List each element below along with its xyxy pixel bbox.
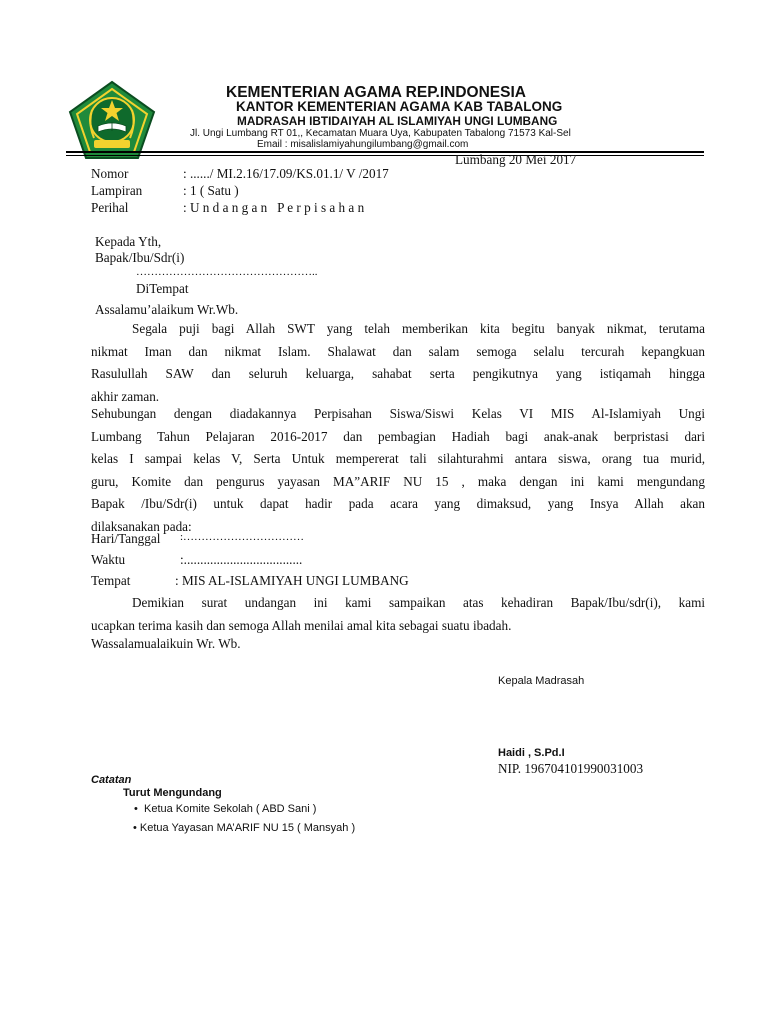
signature-nip: NIP. 196704101990031003	[498, 761, 644, 776]
notes-heading: Catatan	[91, 774, 132, 786]
paragraph-line: akhir zaman.	[91, 388, 160, 404]
paragraph-line: Rasulullah SAW dan seluruh keluarga, sahabat serta pengikutnya yang istiqamah hingga	[91, 366, 705, 381]
paragraph-line: dilaksanakan pada:	[91, 518, 192, 534]
paragraph-invitation	[91, 403, 705, 538]
greeting: Assalamu’alaikum Wr.Wb.	[95, 302, 239, 317]
paragraph-line: Lumbang Tahun Pelajaran 2016-2017 dan pembagian Hadiah bagi anak-anak berpristasi dari	[91, 428, 705, 444]
paragraph-line: Segala puji bagi Allah SWT yang telah memberikan kita begitu banyak nikmat, terutama	[132, 321, 705, 336]
letterhead-divider-thin	[66, 155, 704, 156]
event-value-date: :……………………………	[180, 531, 305, 543]
signature-title: Kepala Madrasah	[498, 675, 585, 687]
paragraph-line: nikmat Iman dan nikmat Islam. Shalawat dan salam semoga selalu tercurah kepangkuan	[91, 343, 705, 359]
recipient-line1: Kepada Yth,	[95, 234, 162, 249]
meta-label-lampiran: Lampiran	[91, 183, 143, 198]
event-value-time: :....................................	[180, 552, 303, 567]
meta-label-perihal: Perihal	[91, 200, 129, 215]
meta-value-perihal: : U n d a n g a n P e r p i s a h a n	[183, 200, 365, 215]
meta-value-lampiran: : 1 ( Satu )	[183, 183, 239, 198]
list-item	[133, 822, 355, 834]
meta-label-nomor: Nomor	[91, 166, 129, 181]
event-label-place: Tempat	[91, 573, 131, 588]
paragraph-closing	[91, 592, 705, 637]
school-email: Email : misalislamiyahungilumbang@gmail.com	[257, 139, 469, 150]
office-title: KANTOR KEMENTERIAN AGAMA KAB TABALONG	[236, 99, 563, 114]
paragraph-line: ucapkan terima kasih dan semoga Allah menilai amal kita sebagai suatu ibadah.	[91, 617, 512, 633]
paragraph-line: Bapak /Ibu/Sdr(i) untuk dapat hadir pada acara yang dimaksud, yang Insya Allah akan	[91, 496, 705, 511]
signature-name: Haidi , S.Pd.I	[498, 747, 565, 759]
recipient-dots: …………………………………………..	[136, 266, 318, 278]
recipient-place: DiTempat	[136, 281, 189, 296]
closing-salutation: Wassalamualaikuin Wr. Wb.	[91, 636, 241, 651]
bullet-icon: •	[133, 822, 137, 834]
list-item	[134, 803, 316, 815]
event-value-place: : MIS AL-ISLAMIYAH UNGI LUMBANG	[175, 573, 409, 588]
school-address: Jl. Ungi Lumbang RT 01,, Kecamatan Muara Uya, Kabupaten Tabalong 71573 Kal-Sel	[190, 128, 571, 139]
paragraph-line: kelas I sampai kelas V, Serta Untuk mempererat tali silahturahmi antara siswa, orang tua murid,	[91, 451, 705, 466]
paragraph-line: guru, Komite dan pengurus yayasan MA”ARIF NU 15 , maka dengan ini kami mengundang	[91, 473, 705, 489]
letterhead-divider	[66, 151, 704, 153]
paragraph-line: Sehubungan dengan diadakannya Perpisahan Siswa/Siswi Kelas VI MIS Al-Islamiyah Ungi	[91, 406, 705, 421]
event-label-time: Waktu	[91, 552, 126, 567]
event-label-date: Hari/Tanggal	[91, 531, 161, 546]
bullet-icon: •	[134, 803, 138, 815]
paragraph-opening	[91, 318, 705, 408]
recipient-line2: Bapak/Ibu/Sdr(i)	[95, 250, 185, 265]
paragraph-line: Demikian surat undangan ini kami sampaikan atas kehadiran Bapak/Ibu/sdr(i), kami	[132, 595, 705, 610]
meta-value-nomor: : ....../ MI.2.16/17.09/KS.01.1/ V /2017	[183, 166, 389, 181]
notes-item: Ketua Yayasan MA’ARIF NU 15 ( Mansyah )	[139, 822, 356, 834]
school-title: MADRASAH IBTIDAIYAH AL ISLAMIYAH UNGI LUMBANG	[237, 114, 558, 128]
notes-subheading: Turut Mengundang	[123, 787, 222, 799]
ministry-title: KEMENTERIAN AGAMA REP.INDONESIA	[226, 84, 526, 101]
notes-item: Ketua Komite Sekolah ( ABD Sani )	[143, 803, 317, 815]
letter-date: Lumbang 20 Mei 2017	[455, 152, 577, 167]
kemenag-emblem-icon	[68, 80, 156, 160]
